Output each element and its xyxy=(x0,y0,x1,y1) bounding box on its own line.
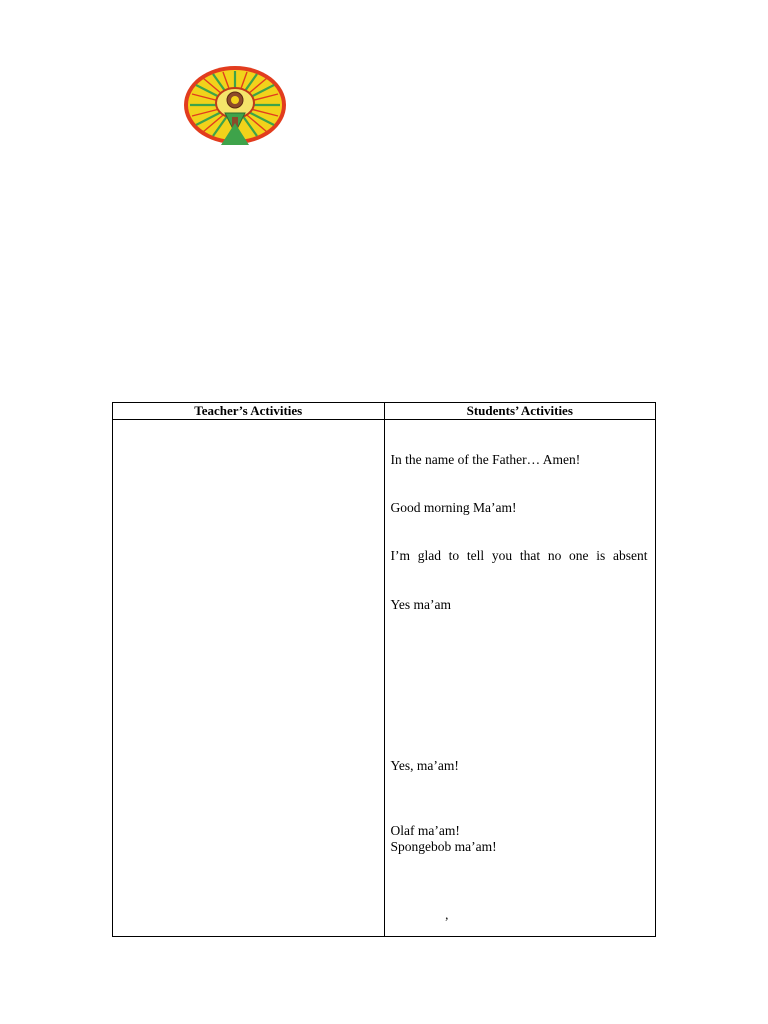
table-header-row xyxy=(113,403,656,420)
activities-table xyxy=(112,402,656,937)
teacher-activities-header: Teacher’s Activities xyxy=(113,403,385,420)
teacher-activities-cell xyxy=(113,420,385,937)
school-seal-icon xyxy=(181,63,289,147)
student-response: Yes, ma’am! xyxy=(390,758,459,773)
trailing-mark: ’ xyxy=(444,914,449,929)
student-response: I’m glad to tell you that no one is absent xyxy=(390,548,648,563)
student-response: In the name of the Father… Amen! xyxy=(390,452,581,467)
students-activities-header: Students’ Activities xyxy=(384,403,656,420)
student-response: Spongebob ma’am! xyxy=(390,839,497,854)
student-response: Yes ma’am xyxy=(390,597,451,612)
students-activities-cell xyxy=(384,420,656,937)
student-response: Olaf ma’am! xyxy=(390,823,460,838)
student-response: Good morning Ma’am! xyxy=(390,500,517,515)
school-logo xyxy=(181,63,289,147)
table-row xyxy=(113,420,656,937)
